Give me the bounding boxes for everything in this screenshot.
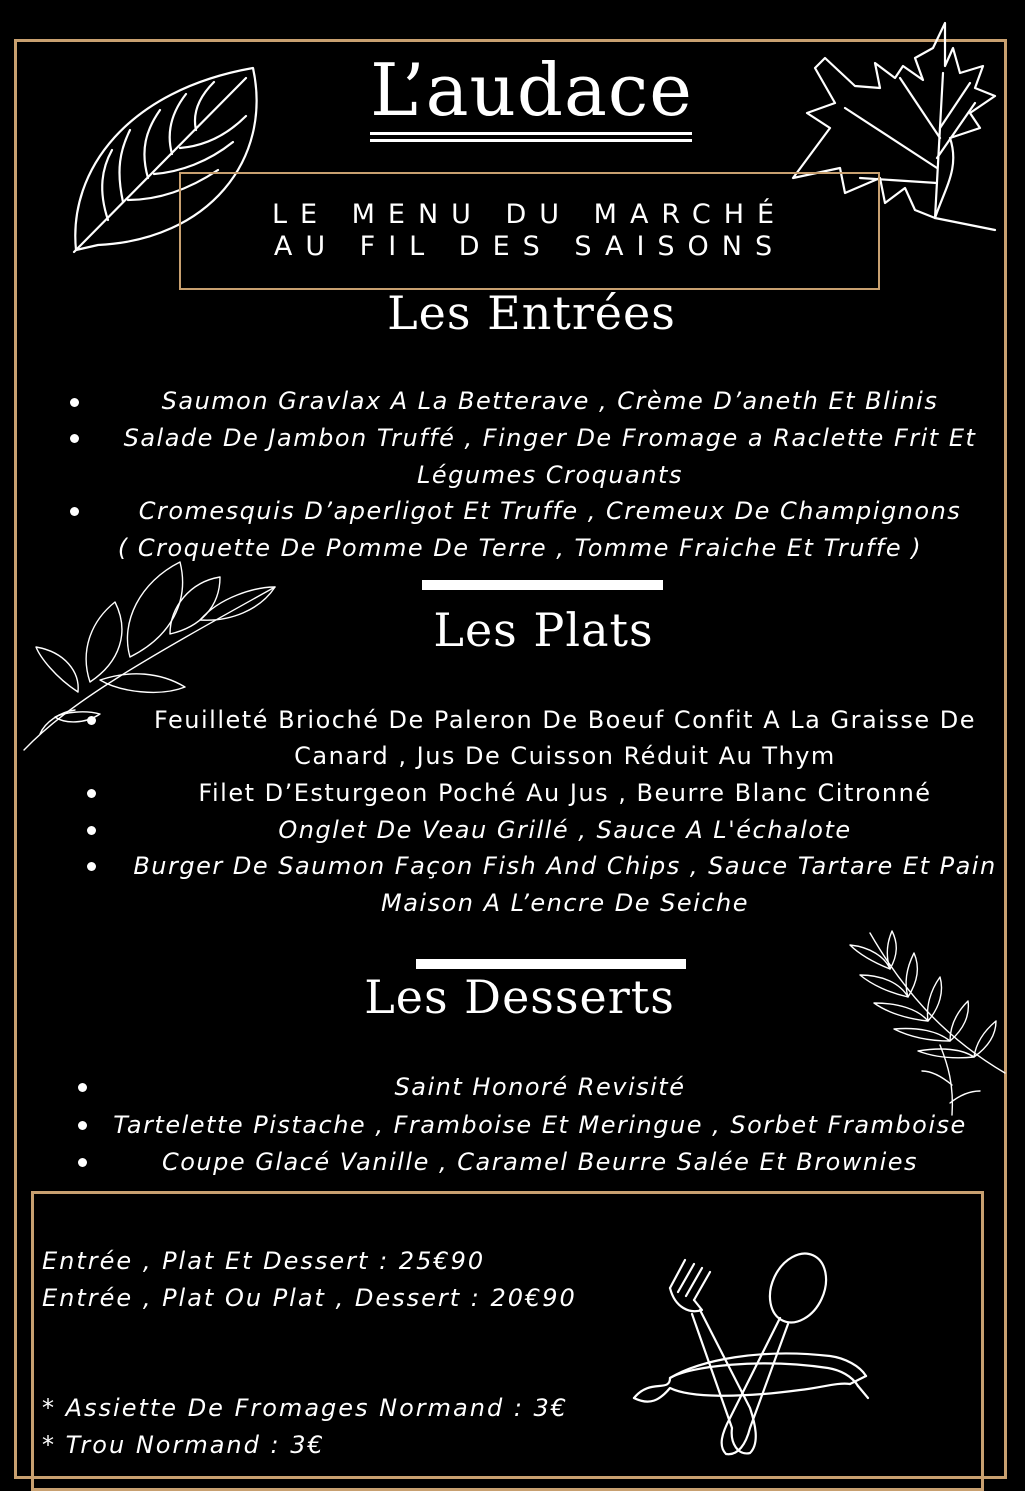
title-underline-bottom (370, 139, 692, 142)
bullet (87, 716, 96, 725)
title-underline-top (370, 132, 692, 135)
price-extra-cheese: * Assiette De Fromages Normand : 3€ (42, 1394, 569, 1422)
list-item: Salade De Jambon Truffé , Finger De Fromage a Raclette Frit Et (123, 424, 977, 452)
bullet (70, 507, 79, 516)
list-item: Burger De Saumon Façon Fish And Chips , Sauce Tartare Et Pain (133, 852, 997, 880)
list-item: Onglet De Veau Grillé , Sauce A L'échalote (278, 816, 852, 844)
section-divider (416, 959, 686, 969)
bullet (78, 1083, 87, 1092)
list-item: Maison A L’encre De Seiche (381, 889, 749, 917)
list-item: Cromesquis D’aperligot Et Truffe , Cremeux De Champignons (138, 497, 962, 525)
list-item: Légumes Croquants (417, 461, 683, 489)
list-item: Feuilleté Brioché De Paleron De Boeuf Confit A La Graisse De (154, 706, 976, 734)
restaurant-name: L’audace (370, 48, 693, 132)
price-extra-trou-normand: * Trou Normand : 3€ (42, 1431, 325, 1459)
subtitle-line-1: LE MENU DU MARCHÉ (271, 199, 788, 230)
bullet (87, 789, 96, 798)
bullet (78, 1121, 87, 1130)
list-item: Coupe Glacé Vanille , Caramel Beurre Salée Et Brownies (161, 1148, 919, 1176)
bullet (70, 434, 79, 443)
price-formula-full: Entrée , Plat Et Dessert : 25€90 (42, 1247, 486, 1275)
section-divider (422, 580, 663, 590)
bullet (87, 862, 96, 871)
list-item: Tartelette Pistache , Framboise Et Meringue , Sorbet Framboise (113, 1111, 967, 1139)
subtitle-line-2: AU FIL DES SAISONS (273, 231, 786, 262)
price-formula-short: Entrée , Plat Ou Plat , Dessert : 20€90 (42, 1284, 577, 1312)
list-item: Canard , Jus De Cuisson Réduit Au Thym (294, 742, 836, 770)
cutlery-ribbon-icon (630, 1248, 870, 1468)
section-title-plats: Les Plats (433, 603, 654, 657)
list-item: Filet D’Esturgeon Poché Au Jus , Beurre Blanc Citronné (198, 779, 932, 807)
bullet (78, 1158, 87, 1167)
list-item: Saumon Gravlax A La Betterave , Crème D’aneth Et Blinis (161, 387, 939, 415)
bullet (87, 826, 96, 835)
section-title-desserts: Les Desserts (364, 970, 675, 1024)
list-item: ( Croquette De Pomme De Terre , Tomme Fraiche Et Truffe ) (117, 534, 923, 562)
bullet (70, 398, 79, 407)
list-item: Saint Honoré Revisité (394, 1073, 686, 1101)
section-title-entrees: Les Entrées (387, 286, 676, 340)
